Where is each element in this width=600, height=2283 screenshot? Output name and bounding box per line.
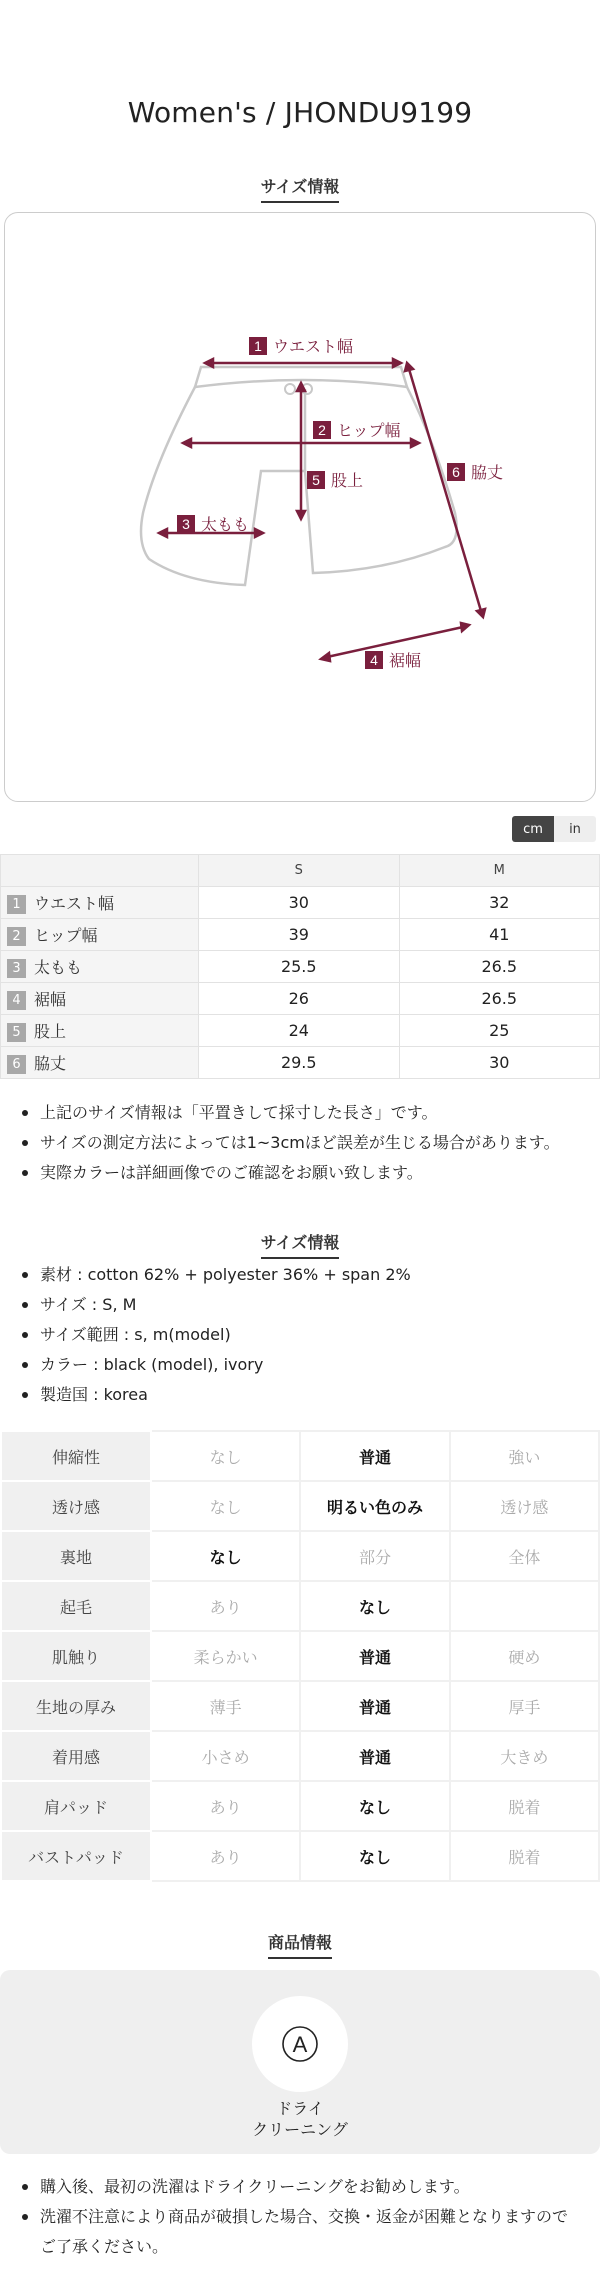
size-column-header: S — [199, 855, 400, 887]
diagram-label-3 — [177, 515, 249, 534]
list-item: 上記のサイズ情報は「平置きして採寸した長さ」です。 — [40, 1098, 590, 1128]
feel-label: 起毛 — [1, 1581, 151, 1631]
measurement-label: 3 太もも — [1, 951, 199, 983]
measurement-label: 4 裾幅 — [1, 983, 199, 1015]
feel-option: なし — [151, 1431, 300, 1481]
feel-label: 生地の厚み — [1, 1681, 151, 1731]
feel-option-selected: なし — [300, 1831, 449, 1881]
svg-text:3: 3 — [182, 516, 190, 532]
list-item: サイズ : S, M — [40, 1290, 590, 1320]
feel-option: 部分 — [300, 1531, 449, 1581]
table-cell: 30 — [399, 1047, 600, 1079]
measurement-label: 6 脇丈 — [1, 1047, 199, 1079]
unit-in-button[interactable]: in — [554, 816, 596, 842]
info-section-heading: サイズ情報 — [0, 1230, 600, 1259]
svg-text:5: 5 — [312, 472, 320, 488]
table-cell: 41 — [399, 919, 600, 951]
diagram-label-2 — [313, 421, 401, 440]
svg-text:裾幅: 裾幅 — [389, 651, 422, 670]
feel-option: 小さめ — [151, 1731, 300, 1781]
feel-option-selected: なし — [300, 1781, 449, 1831]
unit-toggle — [512, 816, 596, 842]
svg-text:股上: 股上 — [331, 471, 364, 490]
table-row — [1, 919, 600, 951]
size-table-corner — [1, 855, 199, 887]
svg-text:2: 2 — [318, 422, 326, 438]
size-diagram — [4, 212, 596, 802]
feel-option: 脱着 — [450, 1831, 599, 1881]
feel-option-selected: 普通 — [300, 1631, 449, 1681]
svg-text:ウエスト幅: ウエスト幅 — [273, 337, 354, 356]
feel-option-selected: なし — [151, 1531, 300, 1581]
table-row — [1, 1681, 599, 1731]
list-item: 製造国 : korea — [40, 1380, 590, 1410]
care-box — [0, 1970, 600, 2154]
list-item: 洗濯不注意により商品が破損した場合、交換・返金が困難となりますので — [40, 2202, 590, 2232]
feel-option-selected: 普通 — [300, 1681, 449, 1731]
feel-label: 肩パッド — [1, 1781, 151, 1831]
measurement-label: 2 ヒップ幅 — [1, 919, 199, 951]
feel-label: 裏地 — [1, 1531, 151, 1581]
list-item: サイズの測定方法によっては1~3cmほど誤差が生じる場合があります。 — [40, 1128, 590, 1158]
dry-clean-icon — [252, 1996, 348, 2092]
diagram-label-6 — [447, 463, 503, 482]
table-cell: 30 — [199, 887, 400, 919]
feel-option: 脱着 — [450, 1781, 599, 1831]
size-table-header — [1, 855, 600, 887]
list-item: カラー : black (model), ivory — [40, 1350, 590, 1380]
diagram-label-5 — [307, 471, 363, 490]
size-table — [0, 854, 600, 1079]
list-item: サイズ範囲 : s, m(model) — [40, 1320, 590, 1350]
button-icon — [285, 384, 295, 394]
svg-text:脇丈: 脇丈 — [471, 463, 504, 482]
feel-option: 硬め — [450, 1631, 599, 1681]
feel-option: 柔らかい — [151, 1631, 300, 1681]
feel-option: 厚手 — [450, 1681, 599, 1731]
table-row — [1, 1731, 599, 1781]
size-column-header: M — [399, 855, 600, 887]
feel-option: なし — [151, 1481, 300, 1531]
table-cell: 24 — [199, 1015, 400, 1047]
measurement-label: 5 股上 — [1, 1015, 199, 1047]
list-item: 実際カラーは詳細画像でのご確認をお願い致します。 — [40, 1158, 590, 1188]
care-notes — [40, 2172, 590, 2262]
table-cell: 39 — [199, 919, 400, 951]
svg-text:A: A — [292, 2032, 308, 2057]
size-section-heading: サイズ情報 — [0, 174, 600, 203]
table-cell: 26.5 — [399, 983, 600, 1015]
table-cell: 25.5 — [199, 951, 400, 983]
fabric-feel-table — [0, 1430, 600, 1882]
feel-label: 透け感 — [1, 1481, 151, 1531]
diagram-label-1 — [249, 337, 353, 356]
feel-option: あり — [151, 1831, 300, 1881]
table-row — [1, 951, 600, 983]
care-label: ドライ クリーニング — [252, 2099, 348, 2139]
feel-label: 着用感 — [1, 1731, 151, 1781]
table-cell: 25 — [399, 1015, 600, 1047]
table-row — [1, 983, 600, 1015]
feel-option-selected: 普通 — [300, 1431, 449, 1481]
feel-option: 強い — [450, 1431, 599, 1481]
feel-label: 伸縮性 — [1, 1431, 151, 1481]
feel-label: バストパッド — [1, 1831, 151, 1881]
table-cell: 29.5 — [199, 1047, 400, 1079]
feel-option — [450, 1581, 599, 1631]
table-row — [1, 1581, 599, 1631]
svg-text:太もも: 太もも — [201, 515, 250, 534]
table-row — [1, 1481, 599, 1531]
svg-text:4: 4 — [370, 652, 378, 668]
feel-option-selected: なし — [300, 1581, 449, 1631]
feel-option-selected: 普通 — [300, 1731, 449, 1781]
product-section-heading: 商品情報 — [0, 1930, 600, 1959]
measurement-label: 1 ウエスト幅 — [1, 887, 199, 919]
feel-option: あり — [151, 1781, 300, 1831]
feel-label: 肌触り — [1, 1631, 151, 1681]
diagram-label-4 — [365, 651, 421, 670]
care-symbol-circle — [252, 1996, 348, 2092]
feel-option: あり — [151, 1581, 300, 1631]
svg-text:6: 6 — [452, 464, 460, 480]
table-row — [1, 1531, 599, 1581]
size-notes — [40, 1098, 590, 1188]
table-row — [1, 1781, 599, 1831]
list-item-continuation: ご了承ください。 — [40, 2237, 169, 2256]
page-title: Women's / JHONDU9199 — [127, 96, 473, 129]
table-row — [1, 1047, 600, 1079]
table-row — [1, 1631, 599, 1681]
table-row — [1, 1831, 599, 1881]
table-row — [1, 1015, 600, 1047]
list-item: 購入後、最初の洗濯はドライクリーニングをお勧めします。 — [40, 2172, 590, 2202]
measurement-lines — [159, 359, 485, 661]
unit-cm-button[interactable]: cm — [512, 816, 554, 842]
svg-text:ヒップ幅: ヒップ幅 — [337, 421, 401, 440]
table-cell: 32 — [399, 887, 600, 919]
table-cell: 26.5 — [399, 951, 600, 983]
table-row — [1, 887, 600, 919]
table-row — [1, 1431, 599, 1481]
shorts-diagram-svg — [5, 213, 597, 803]
svg-text:1: 1 — [254, 338, 262, 354]
product-info-list — [40, 1260, 590, 1410]
feel-option: 全体 — [450, 1531, 599, 1581]
shorts-outline — [141, 367, 457, 585]
feel-option: 大きめ — [450, 1731, 599, 1781]
table-cell: 26 — [199, 983, 400, 1015]
feel-option: 薄手 — [151, 1681, 300, 1731]
feel-option: 透け感 — [450, 1481, 599, 1531]
feel-option-selected: 明るい色のみ — [300, 1481, 449, 1531]
list-item: 素材 : cotton 62% + polyester 36% + span 2% — [40, 1260, 590, 1290]
